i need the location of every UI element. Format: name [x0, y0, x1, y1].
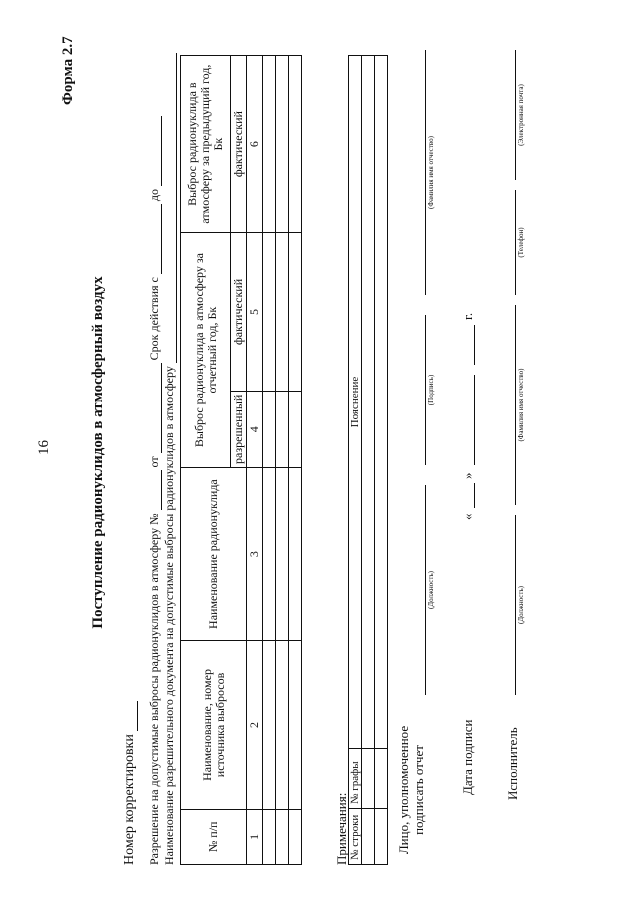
column-numbers-row	[247, 56, 263, 865]
executor-phone-line[interactable]	[515, 190, 516, 295]
date-year-suffix: г.	[460, 312, 475, 320]
notes-table	[348, 55, 388, 865]
table-cell[interactable]	[289, 467, 302, 640]
column-number: 3	[247, 467, 263, 640]
column-number: 4	[247, 391, 263, 467]
table-cell[interactable]	[289, 233, 302, 391]
date-year-line[interactable]	[474, 325, 475, 365]
permit-row	[147, 116, 162, 865]
table-cell[interactable]	[276, 56, 289, 233]
table-cell[interactable]	[276, 467, 289, 640]
permit-date-field[interactable]	[149, 363, 162, 453]
position-line[interactable]	[425, 485, 426, 695]
table-cell[interactable]	[289, 809, 302, 864]
notes-header-row	[349, 56, 362, 865]
permit-validity-label: Срок действия с	[147, 277, 161, 361]
name-line[interactable]	[425, 50, 426, 295]
table-cell[interactable]	[289, 641, 302, 809]
permit-doc-field[interactable]	[164, 53, 177, 363]
table-row	[276, 56, 289, 865]
table-cell[interactable]	[362, 749, 375, 809]
executor-name-caption: (Фамилия имя отчество)	[517, 368, 525, 442]
date-day-line[interactable]	[474, 483, 475, 508]
sub-actual-report-header: фактический	[231, 233, 247, 391]
permit-to-label: до	[147, 189, 161, 202]
table-cell[interactable]	[276, 809, 289, 864]
permit-doc-label: Наименование разрешительного документа на допустимые выбросы радионуклидов в атмосферу	[162, 366, 176, 865]
col-nuclide-header: Наименование радионуклида	[181, 467, 247, 640]
notes-label: Примечания:	[334, 792, 349, 865]
executor-position-caption: (Должность)	[517, 586, 525, 624]
executor-email-line[interactable]	[515, 50, 516, 180]
table-row	[375, 56, 388, 865]
permit-label: Разрешение на допустимые выбросы радионуклидов в атмосферу №	[147, 513, 161, 865]
table-cell[interactable]	[375, 749, 388, 809]
authorized-person-label: Лицо, уполномоченное подписать отчет	[396, 725, 426, 855]
sub-actual-prev-header: фактический	[231, 56, 247, 233]
table-row	[362, 56, 375, 865]
date-open-quote: «	[460, 513, 475, 520]
column-number: 5	[247, 233, 263, 391]
permit-number-field[interactable]	[149, 470, 162, 510]
executor-label: Исполнитель	[505, 727, 520, 800]
permit-from-label: от	[147, 456, 161, 468]
form-number: Форма 2.7	[60, 36, 76, 105]
executor-name-line[interactable]	[515, 305, 516, 505]
name-caption: (Фамилия имя отчество)	[427, 135, 435, 210]
table-cell[interactable]	[263, 233, 276, 391]
validity-to-field[interactable]	[149, 116, 162, 186]
column-number: 6	[247, 56, 263, 233]
correction-label: Номер корректировки	[122, 734, 137, 865]
emissions-table	[180, 55, 302, 865]
table-cell[interactable]	[263, 641, 276, 809]
table-cell[interactable]	[263, 56, 276, 233]
signature-line[interactable]	[425, 315, 426, 465]
correction-field[interactable]	[125, 701, 138, 731]
table-cell[interactable]	[263, 809, 276, 864]
validity-from-field[interactable]	[149, 204, 162, 274]
col-report-year-header: Выброс радионуклида в атмосферу за отчетный год, Бк	[181, 233, 231, 468]
table-cell[interactable]	[362, 56, 375, 749]
table-cell[interactable]	[276, 233, 289, 391]
notes-col-explanation: Пояснение	[349, 56, 362, 749]
col-source-header: Наименование, номер источника выбросов	[181, 641, 247, 809]
table-row	[289, 56, 302, 865]
table-header-row	[181, 56, 231, 865]
page-title: Поступление радионуклидов в атмосферный воздух	[90, 276, 106, 629]
col-prev-year-header: Выброс радионуклида в атмосферу за предыдущий год, Бк	[181, 56, 231, 233]
table-cell[interactable]	[276, 641, 289, 809]
correction-number-row	[122, 701, 138, 865]
date-label: Дата подписи	[460, 719, 475, 795]
date-month-line[interactable]	[474, 375, 475, 465]
permit-doc-row	[162, 53, 177, 865]
notes-col-row: № строки	[349, 809, 362, 865]
table-cell[interactable]	[263, 391, 276, 467]
notes-col-column: № графы	[349, 749, 362, 809]
date-close-quote: »	[460, 472, 475, 479]
table-row	[263, 56, 276, 865]
signature-caption: (Подпись)	[427, 374, 435, 406]
column-number: 1	[247, 809, 263, 864]
position-caption: (Должность)	[427, 571, 435, 609]
table-cell[interactable]	[289, 391, 302, 467]
executor-position-line[interactable]	[515, 515, 516, 695]
table-cell[interactable]	[362, 809, 375, 865]
table-cell[interactable]	[375, 809, 388, 865]
page-number: 16	[36, 440, 52, 455]
col-num-header: № п/п	[181, 809, 247, 864]
column-number: 2	[247, 641, 263, 809]
table-cell[interactable]	[263, 467, 276, 640]
executor-email-caption: (Электронная почта)	[517, 84, 525, 146]
table-cell[interactable]	[276, 391, 289, 467]
executor-phone-caption: (Телефон)	[517, 227, 525, 258]
table-cell[interactable]	[289, 56, 302, 233]
sub-allowed-header: разрешенный	[231, 391, 247, 467]
table-cell[interactable]	[375, 56, 388, 749]
